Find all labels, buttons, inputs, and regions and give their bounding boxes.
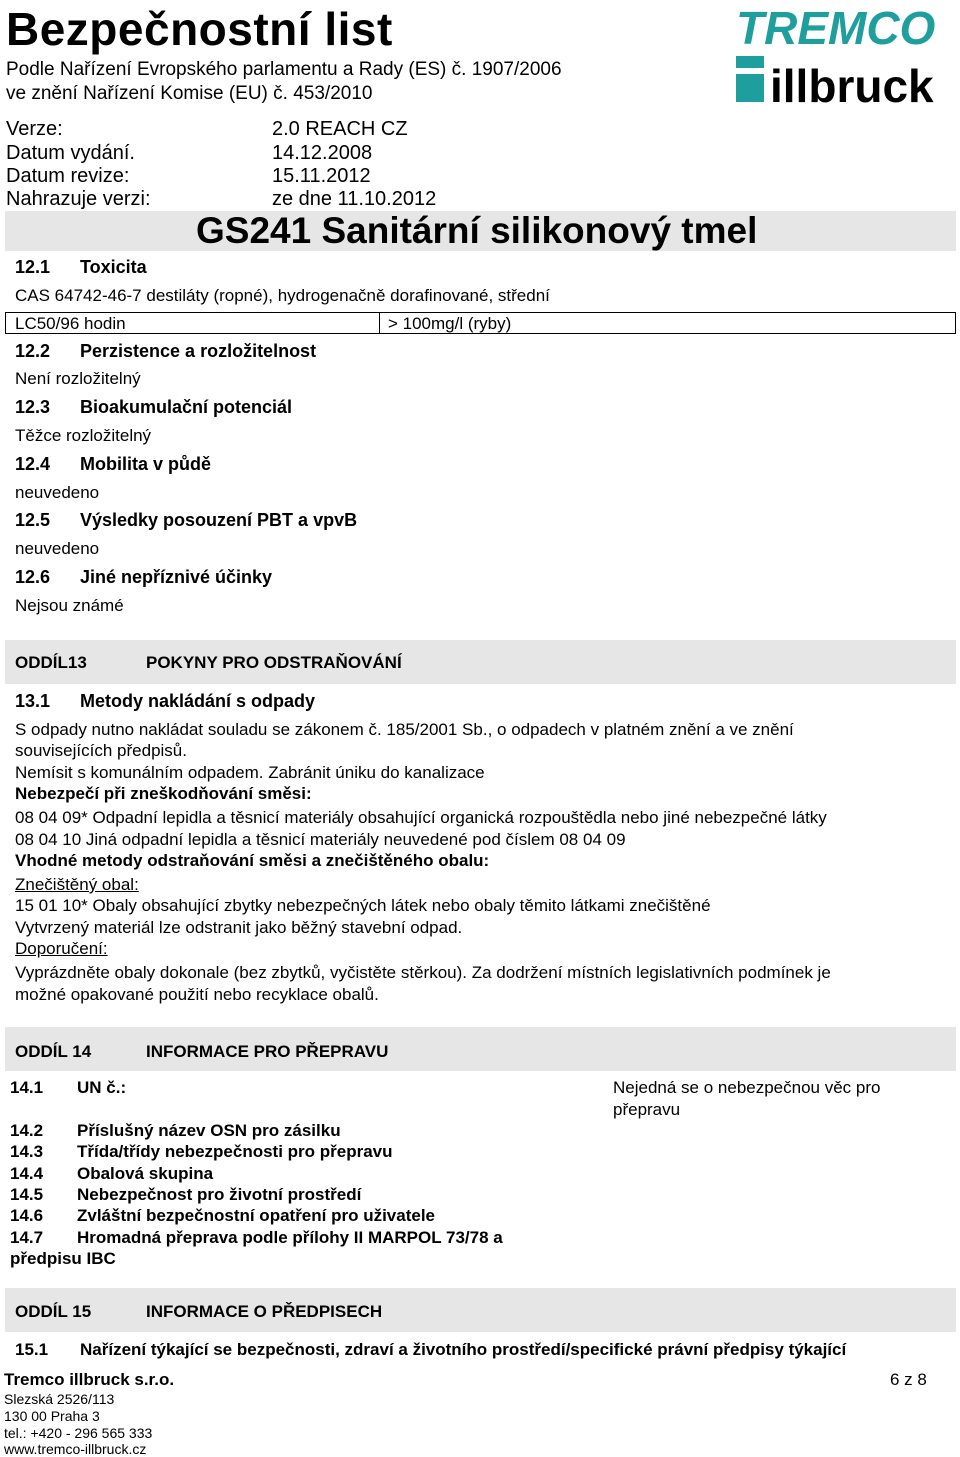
s14-3-number: 14.3: [10, 1142, 44, 1161]
s15-1-title: Nařízení týkající se bezpečnosti, zdraví a životního prostředí/specifické právní předpisy týkající: [80, 1340, 847, 1359]
s14-5-title: Nebezpečnost pro životní prostředí: [77, 1185, 362, 1204]
section-13-title: POKYNY PRO ODSTRAŇOVÁNÍ: [146, 653, 402, 672]
product-name: GS241 Sanitární silikonový tmel: [196, 210, 758, 251]
section-15-label: ODDÍL 15: [15, 1302, 92, 1321]
s15-1-number: 15.1: [15, 1340, 49, 1359]
meta-revision-date-label: Datum revize:: [6, 165, 130, 187]
s12-1-title: Toxicita: [80, 257, 147, 277]
s12-4-text: neuvedeno: [15, 483, 100, 502]
tremco-illbruck-logo: [734, 2, 954, 106]
s13-recommendation-line2: možné opakované použití nebo recyklace obalů.: [15, 985, 379, 1004]
regulation-line-2: ve znění Nařízení Komise (EU) č. 453/2010: [6, 83, 373, 104]
s14-note-line2: přepravu: [613, 1100, 681, 1119]
meta-revision-date-value: 15.11.2012: [272, 165, 371, 187]
s14-1-title: UN č.:: [77, 1078, 127, 1097]
footer-address-2: 130 00 Praha 3: [4, 1408, 100, 1424]
s14-5-number: 14.5: [10, 1185, 44, 1204]
s13-packaging-line2: Vytvrzený materiál lze odstranit jako běžný stavební odpad.: [15, 918, 463, 937]
meta-issue-date-value: 14.12.2008: [272, 142, 373, 164]
document-title: Bezpečnostní list: [6, 3, 393, 55]
logo-tremco-text: TREMCO: [736, 2, 936, 54]
s13-mix-heading: Nebezpečí při zneškodňování směsi:: [15, 784, 312, 803]
section-15-title: INFORMACE O PŘEDPISECH: [146, 1302, 383, 1321]
s13-para2: Nemísit s komunálním odpadem. Zabránit úniku do kanalizace: [15, 763, 485, 782]
s14-4-number: 14.4: [10, 1164, 44, 1183]
meta-version-value: 2.0 REACH CZ: [272, 118, 408, 140]
s14-6-number: 14.6: [10, 1206, 44, 1225]
toxicity-label: LC50/96 hodin: [15, 314, 126, 333]
toxicity-value: > 100mg/l (ryby): [388, 314, 512, 333]
footer-phone: tel.: +420 - 296 565 333: [4, 1425, 153, 1441]
s13-methods-heading: Vhodné metody odstraňování směsi a znečištěného obalu:: [15, 851, 490, 870]
s14-note-line1: Nejedná se o nebezpečnou věc pro: [613, 1078, 881, 1097]
s13-mix-line1: 08 04 09* Odpadní lepidla a těsnicí materiály obsahující organická rozpouštědla nebo jiné nebezpečné látky: [15, 808, 827, 827]
s14-7-continuation: předpisu IBC: [10, 1249, 116, 1268]
s14-4-title: Obalová skupina: [77, 1164, 214, 1183]
section-14-title: INFORMACE PRO PŘEPRAVU: [146, 1042, 389, 1061]
s14-7-number: 14.7: [10, 1228, 44, 1247]
s12-5-text: neuvedeno: [15, 539, 100, 558]
s12-2-text: Není rozložitelný: [15, 369, 141, 388]
s13-packaging-label: Znečištěný obal:: [15, 875, 139, 894]
s12-5-title: Výsledky posouzení PBT a vpvB: [80, 510, 358, 530]
s12-2-number: 12.2: [15, 341, 51, 361]
s12-4-number: 12.4: [15, 454, 51, 474]
s13-mix-line2: 08 04 10 Jiná odpadní lepidla a těsnicí materiály neuvedené pod číslem 08 04 09: [15, 830, 626, 849]
s14-7-title: Hromadná přeprava podle přílohy II MARPOL 73/78 a: [77, 1228, 503, 1247]
s12-2-title: Perzistence a rozložitelnost: [80, 341, 317, 361]
s12-3-number: 12.3: [15, 397, 51, 417]
s12-3-text: Těžce rozložitelný: [15, 426, 152, 445]
meta-supersedes-label: Nahrazuje verzi:: [6, 188, 151, 210]
footer-page-number: 6 z 8: [890, 1370, 927, 1389]
s13-packaging-line1: 15 01 10* Obaly obsahující zbytky nebezpečných látek nebo obaly těmito látkami znečištěné: [15, 896, 711, 915]
footer-company: Tremco illbruck s.r.o.: [4, 1370, 175, 1389]
meta-supersedes-value: ze dne 11.10.2012: [272, 188, 437, 210]
logo-illbruck-text: illbruck: [770, 60, 934, 106]
s13-1-number: 13.1: [15, 691, 51, 711]
s14-1-number: 14.1: [10, 1078, 44, 1097]
s12-4-title: Mobilita v půdě: [80, 454, 212, 474]
s12-5-number: 12.5: [15, 510, 51, 530]
s13-recommendation-line1: Vyprázdněte obaly dokonale (bez zbytků, vyčistěte stěrkou). Za dodržení místních legislativních podmínek je: [15, 963, 831, 982]
s13-para1-line1: S odpady nutno nakládat souladu se zákonem č. 185/2001 Sb., o odpadech v platném znění a ve znění: [15, 720, 794, 739]
s13-recommendation-label: Doporučení:: [15, 939, 108, 958]
s13-para1-line2: souvisejících předpisů.: [15, 741, 187, 760]
s13-1-title: Metody nakládání s odpady: [80, 691, 316, 711]
s12-6-text: Nejsou známé: [15, 596, 124, 615]
s14-2-title: Příslušný název OSN pro zásilku: [77, 1121, 341, 1140]
meta-issue-date-label: Datum vydání.: [6, 142, 135, 164]
footer-address-1: Slezská 2526/113: [4, 1391, 115, 1407]
s14-2-number: 14.2: [10, 1121, 44, 1140]
footer-website[interactable]: www.tremco-illbruck.cz: [4, 1441, 147, 1457]
s12-6-title: Jiné nepříznivé účinky: [80, 567, 273, 587]
s12-cas-line: CAS 64742-46-7 destiláty (ropné), hydrogenačně dorafinované, střední: [15, 286, 550, 305]
s12-3-title: Bioakumulační potenciál: [80, 397, 293, 417]
meta-version-label: Verze:: [6, 118, 63, 140]
regulation-line-1: Podle Nařízení Evropského parlamentu a Rady (ES) č. 1907/2006: [6, 59, 562, 80]
section-13-label: ODDÍL13: [15, 653, 87, 672]
s14-3-title: Třída/třídy nebezpečnosti pro přepravu: [77, 1142, 393, 1161]
s12-6-number: 12.6: [15, 567, 51, 587]
s14-6-title: Zvláštní bezpečnostní opatření pro uživatele: [77, 1206, 436, 1225]
s12-1-number: 12.1: [15, 257, 51, 277]
section-14-label: ODDÍL 14: [15, 1042, 92, 1061]
